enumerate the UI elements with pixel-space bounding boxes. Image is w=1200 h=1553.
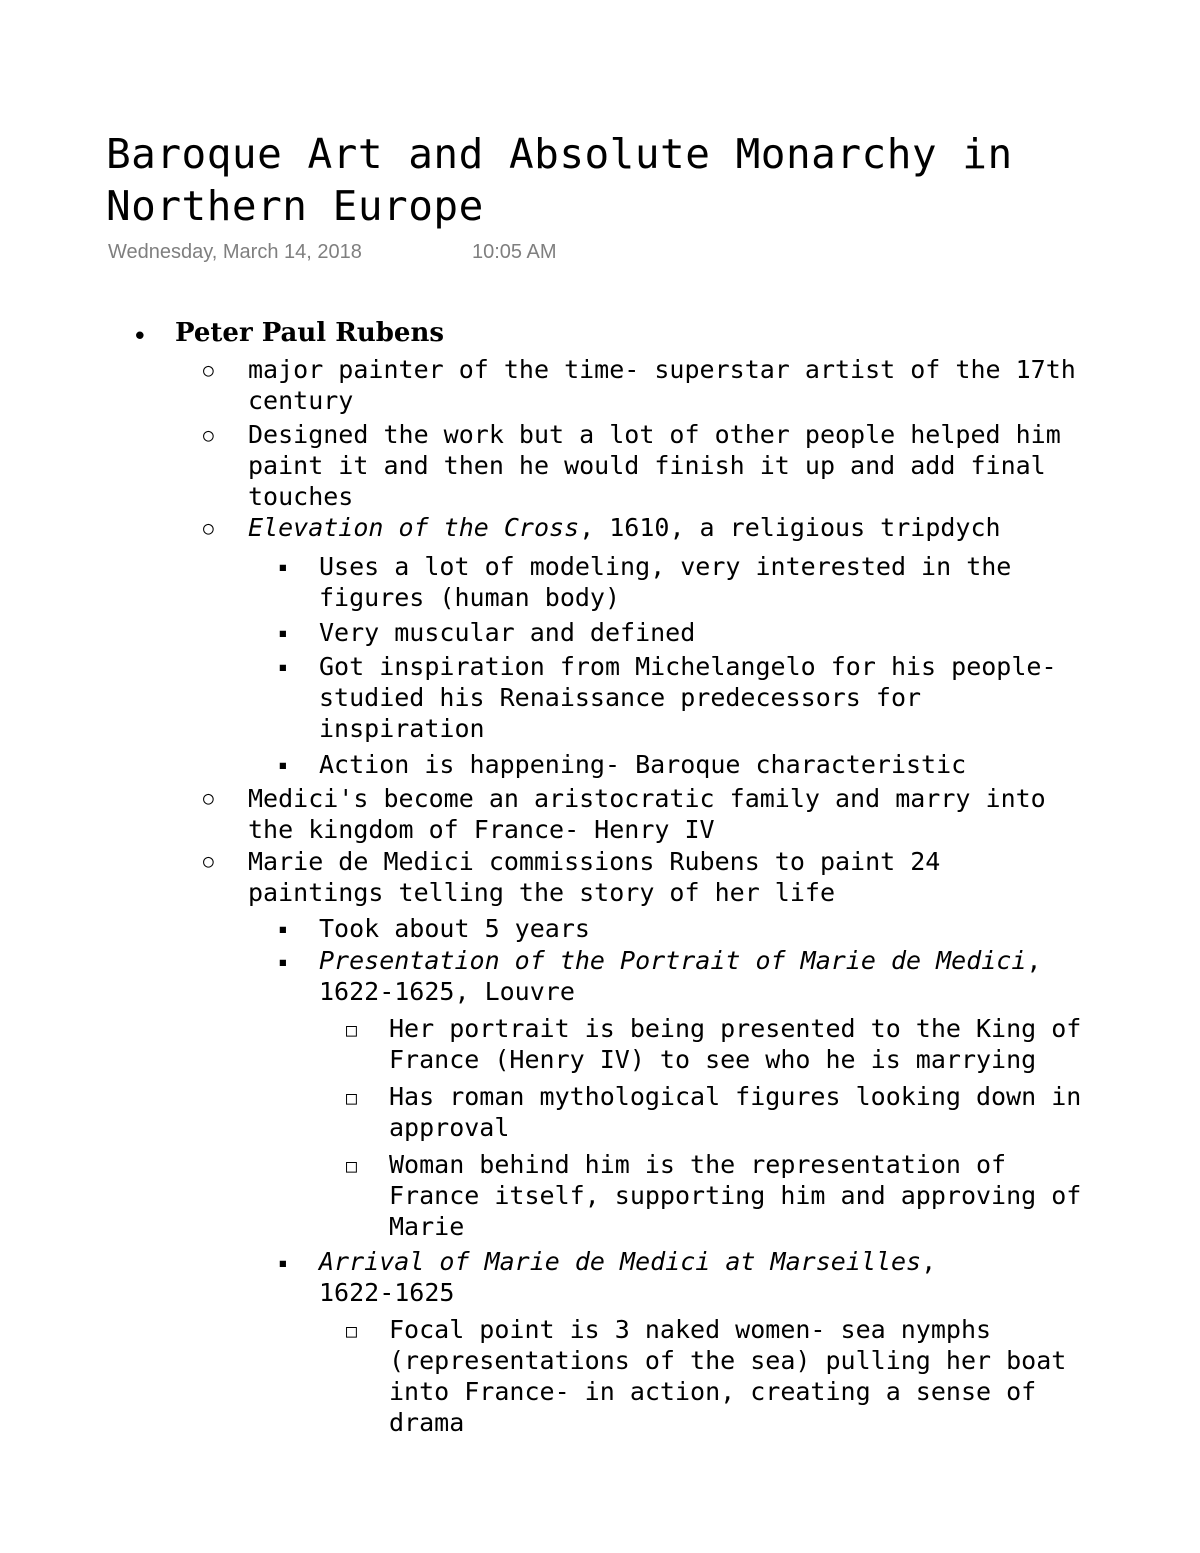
artwork-title: Presentation of the Portrait of Marie de Medici (319, 946, 1027, 975)
bullet-circle-icon: ○ (203, 851, 214, 872)
bullet-circle-icon: ○ (203, 425, 214, 446)
bullet-hollow-square-icon: □ (346, 1156, 357, 1177)
list-item: Marie de Medici commissions Rubens to paint 24 (248, 847, 941, 876)
detail-item: Focal point is 3 naked women- sea nymphs (389, 1315, 992, 1344)
title-line-2: Northern Europe (106, 182, 484, 230)
detail-item-continuation: France (Henry IV) to see who he is marrying (389, 1045, 1037, 1074)
sub-list-item: Uses a lot of modeling, very interested in the (319, 552, 1012, 581)
detail-item-continuation: into France- in action, creating a sense of (389, 1377, 1037, 1406)
list-item: Medici's become an aristocratic family and marry into (248, 784, 1046, 813)
detail-item: Her portrait is being presented to the King of (389, 1014, 1082, 1043)
list-item-continuation: touches (248, 482, 354, 511)
sub-list-item: Very muscular and defined (319, 618, 696, 647)
bullet-hollow-square-icon: □ (346, 1321, 357, 1342)
sub-list-item-continuation: studied his Renaissance predecessors for (319, 683, 922, 712)
sub-list-item (319, 1246, 936, 1277)
detail-item-continuation: Marie (389, 1212, 465, 1241)
sub-list-item-continuation: figures (human body) (319, 583, 621, 612)
bullet-square-icon: ▪ (278, 755, 288, 774)
bullet-hollow-square-icon: □ (346, 1088, 357, 1109)
detail-item-continuation: (representations of the sea) pulling her boat (389, 1346, 1067, 1375)
punctuation: , (1026, 946, 1042, 975)
title-line-1: Baroque Art and Absolute Monarchy in (106, 130, 1013, 178)
section-heading: Peter Paul Rubens (175, 318, 445, 348)
list-item: major painter of the time- superstar artist of the 17th (248, 355, 1076, 384)
sub-list-item-continuation: 1622-1625, Louvre (319, 977, 575, 1006)
artwork-title: Arrival of Marie de Medici at Marseilles (319, 1247, 922, 1276)
bullet-square-icon: ▪ (278, 952, 288, 971)
sub-list-item (319, 945, 1041, 976)
bullet-square-icon: ▪ (278, 657, 288, 676)
page-title (106, 128, 1106, 232)
detail-item: Woman behind him is the representation of (389, 1150, 1007, 1179)
sub-list-item: Action is happening- Baroque characteristic (319, 750, 967, 779)
bullet-circle-icon: ○ (203, 360, 214, 381)
bullet-circle-icon: ○ (203, 518, 214, 539)
bullet-circle-icon: ○ (203, 788, 214, 809)
detail-item-continuation: France itself, supporting him and approving of (389, 1181, 1082, 1210)
bullet-hollow-square-icon: □ (346, 1020, 357, 1041)
list-item-continuation: paintings telling the story of her life (248, 878, 835, 907)
list-item: Designed the work but a lot of other people helped him (248, 420, 1061, 449)
bullet-square-icon: ▪ (278, 557, 288, 576)
detail-item: Has roman mythological figures looking down in (389, 1082, 1082, 1111)
sub-list-item: Got inspiration from Michelangelo for his people- (319, 652, 1057, 681)
detail-item-continuation: approval (389, 1113, 510, 1142)
list-item-continuation: paint it and then he would finish it up and add final (248, 451, 1046, 480)
bullet-square-icon: ▪ (278, 623, 288, 642)
bullet-square-icon: ▪ (278, 919, 288, 938)
list-item-continuation: the kingdom of France- Henry IV (248, 815, 715, 844)
sub-list-item-continuation: inspiration (319, 714, 485, 743)
artwork-title: Elevation of the Cross (248, 513, 580, 542)
bullet-dot-icon: • (132, 322, 148, 352)
note-time: 10:05 AM (472, 241, 557, 263)
detail-item-continuation: drama (389, 1408, 465, 1437)
bullet-square-icon: ▪ (278, 1253, 288, 1272)
list-item-continuation: century (248, 386, 354, 415)
note-date: Wednesday, March 14, 2018 (108, 241, 362, 263)
note-timestamp (108, 241, 557, 264)
artwork-details: , 1610, a religious tripdych (579, 513, 1001, 542)
list-item (248, 512, 1001, 543)
punctuation: , (921, 1247, 937, 1276)
sub-list-item-continuation: 1622-1625 (319, 1278, 455, 1307)
sub-list-item: Took about 5 years (319, 914, 590, 943)
